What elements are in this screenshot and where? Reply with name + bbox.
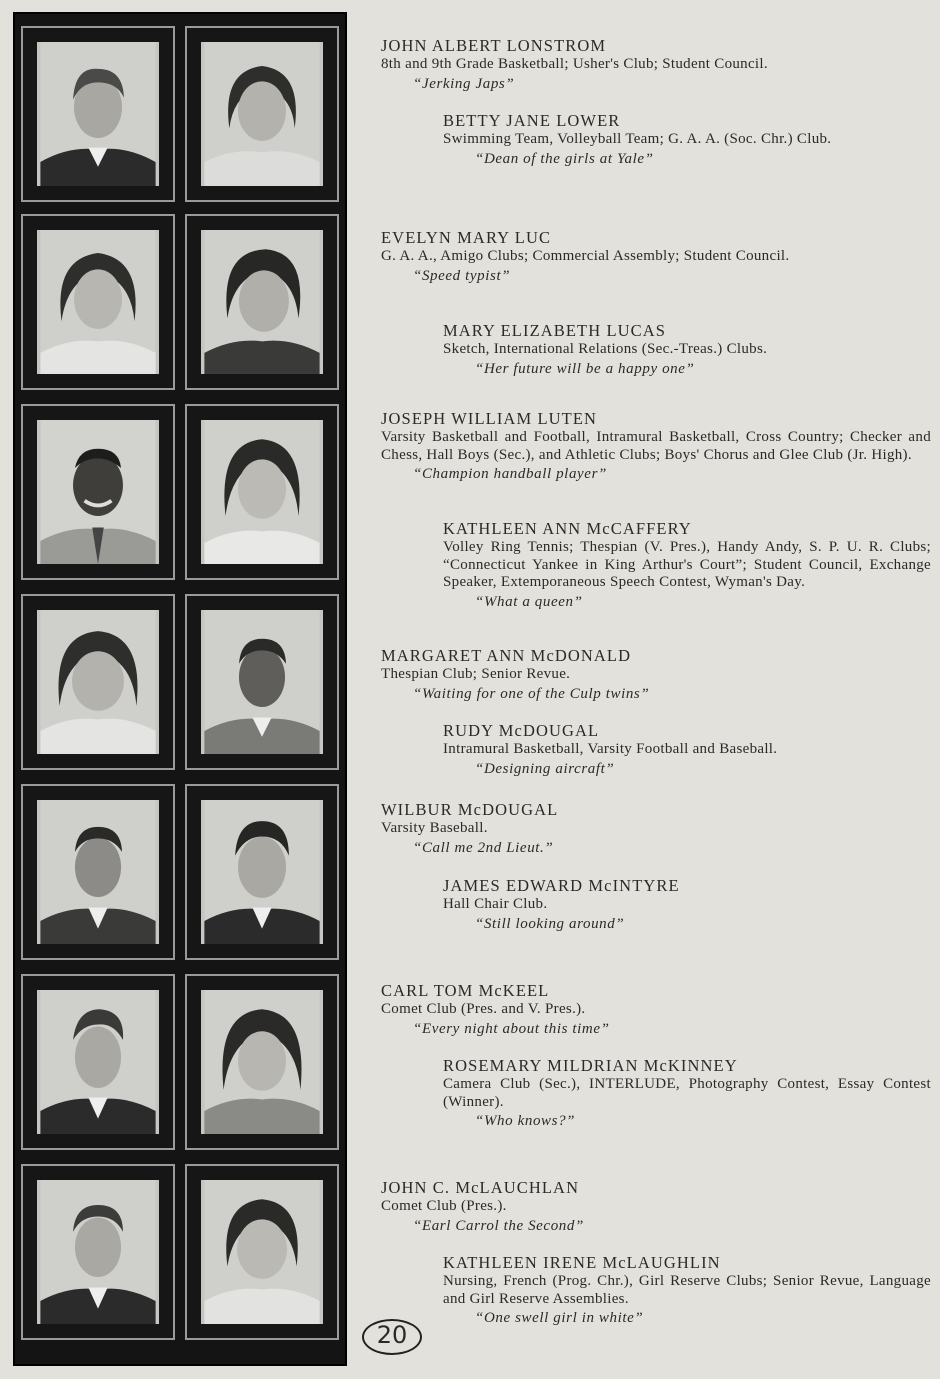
student-activities: Volley Ring Tennis; Thespian (V. Pres.), Handy Andy, S. P. U. R. Clubs; “Connecticut Yankee in King Arthur's Court”; Student Council, Exchange Speaker, Extemporaneous Speech Contest, Wyman's Day. bbox=[443, 539, 931, 590]
portrait-frame bbox=[185, 784, 339, 960]
student-name: ROSEMARY MILDRIAN McKINNEY bbox=[443, 1056, 738, 1075]
student-name: KATHLEEN ANN McCAFFERY bbox=[443, 519, 692, 538]
student-quote: “Waiting for one of the Culp twins” bbox=[413, 685, 650, 702]
student-name: CARL TOM McKEEL bbox=[381, 981, 550, 1000]
senior-entry bbox=[381, 409, 931, 484]
student-name: JOSEPH WILLIAM LUTEN bbox=[381, 409, 598, 428]
student-name: JOHN C. McLAUCHLAN bbox=[381, 1178, 580, 1197]
student-name: JAMES EDWARD McINTYRE bbox=[443, 876, 680, 895]
student-portrait-photo bbox=[37, 990, 159, 1134]
student-portrait-photo bbox=[37, 420, 159, 564]
student-activities: Camera Club (Sec.), INTERLUDE, Photography Contest, Essay Contest (Winner). bbox=[443, 1076, 931, 1110]
senior-entry bbox=[381, 228, 931, 286]
student-activities: Hall Chair Club. bbox=[443, 896, 548, 912]
student-quote: “Every night about this time” bbox=[413, 1020, 610, 1037]
student-portrait-photo bbox=[37, 230, 159, 374]
student-name: EVELYN MARY LUC bbox=[381, 228, 552, 247]
senior-entry bbox=[443, 321, 931, 379]
student-activities: Varsity Baseball. bbox=[381, 820, 488, 836]
student-activities: 8th and 9th Grade Basketball; Usher's Club; Student Council. bbox=[381, 56, 768, 72]
student-portrait-photo bbox=[201, 420, 323, 564]
student-quote: “Speed typist” bbox=[413, 267, 511, 284]
student-activities: Comet Club (Pres.). bbox=[381, 1198, 507, 1214]
portrait-row bbox=[21, 974, 339, 1150]
student-name: MARY ELIZABETH LUCAS bbox=[443, 321, 667, 340]
student-portrait-photo bbox=[37, 800, 159, 944]
senior-entry bbox=[381, 800, 931, 858]
student-activities: Thespian Club; Senior Revue. bbox=[381, 666, 571, 682]
portrait-frame bbox=[21, 784, 175, 960]
senior-entry bbox=[381, 981, 931, 1039]
student-activities: Swimming Team, Volleyball Team; G. A. A. (Soc. Chr.) Club. bbox=[443, 131, 832, 147]
student-name: BETTY JANE LOWER bbox=[443, 111, 621, 130]
student-quote: “Her future will be a happy one” bbox=[475, 360, 695, 377]
page-number-text: 20 bbox=[376, 1321, 408, 1349]
student-quote: “Who knows?” bbox=[475, 1113, 576, 1129]
student-portrait-photo bbox=[201, 610, 323, 754]
portrait-frame bbox=[21, 26, 175, 202]
portrait-frame bbox=[21, 214, 175, 390]
student-quote: “Champion handball player” bbox=[413, 466, 607, 482]
student-activities: Comet Club (Pres. and V. Pres.). bbox=[381, 1001, 586, 1017]
senior-entry bbox=[443, 1056, 931, 1131]
student-quote: “Jerking Japs” bbox=[413, 75, 515, 92]
student-activities: Intramural Basketball, Varsity Football and Baseball. bbox=[443, 741, 778, 757]
portrait-frame bbox=[21, 1164, 175, 1340]
student-quote: “Designing aircraft” bbox=[475, 760, 615, 777]
student-portrait-photo bbox=[37, 42, 159, 186]
page-number-circle bbox=[362, 1319, 422, 1355]
student-quote: “Still looking around” bbox=[475, 915, 625, 932]
student-quote: “Call me 2nd Lieut.” bbox=[413, 839, 554, 856]
senior-entry bbox=[381, 36, 931, 94]
portrait-frame bbox=[185, 214, 339, 390]
senior-entry bbox=[381, 646, 931, 704]
student-name: RUDY McDOUGAL bbox=[443, 721, 600, 740]
portrait-frame bbox=[185, 974, 339, 1150]
student-portrait-photo bbox=[37, 610, 159, 754]
student-activities: Varsity Basketball and Football, Intramural Basketball, Cross Country; Checker and Chess, Hall Boys (Sec.), and Athletic Clubs; Boys' Chorus and Glee Club (Jr. High). bbox=[381, 429, 931, 463]
student-quote: “Earl Carrol the Second” bbox=[413, 1217, 584, 1234]
student-name: WILBUR McDOUGAL bbox=[381, 800, 559, 819]
student-name: JOHN ALBERT LONSTROM bbox=[381, 36, 607, 55]
student-activities: G. A. A., Amigo Clubs; Commercial Assembly; Student Council. bbox=[381, 248, 790, 264]
student-portrait-photo bbox=[37, 1180, 159, 1324]
student-portrait-photo bbox=[201, 230, 323, 374]
portrait-frame bbox=[185, 26, 339, 202]
student-quote: “One swell girl in white” bbox=[475, 1310, 644, 1326]
portrait-row bbox=[21, 404, 339, 580]
student-activities: Nursing, French (Prog. Chr.), Girl Reserve Clubs; Senior Revue, Language and Girl Reserve Assemblies. bbox=[443, 1273, 931, 1307]
student-quote: “What a queen” bbox=[475, 593, 583, 610]
portrait-row bbox=[21, 594, 339, 770]
student-quote: “Dean of the girls at Yale” bbox=[475, 150, 654, 167]
portrait-frame bbox=[21, 594, 175, 770]
portrait-frame bbox=[185, 594, 339, 770]
student-portrait-photo bbox=[201, 1180, 323, 1324]
portrait-frame bbox=[185, 1164, 339, 1340]
portrait-row bbox=[21, 214, 339, 390]
portrait-row bbox=[21, 784, 339, 960]
portrait-row bbox=[21, 1164, 339, 1340]
senior-entry bbox=[443, 1253, 931, 1328]
portrait-frame bbox=[21, 974, 175, 1150]
portrait-frame bbox=[21, 404, 175, 580]
portrait-strip bbox=[13, 12, 347, 1366]
student-portrait-photo bbox=[201, 42, 323, 186]
student-portrait-photo bbox=[201, 990, 323, 1134]
student-name: MARGARET ANN McDONALD bbox=[381, 646, 632, 665]
student-name: KATHLEEN IRENE McLAUGHLIN bbox=[443, 1253, 721, 1272]
senior-entry bbox=[443, 519, 931, 612]
senior-entry bbox=[381, 1178, 931, 1236]
senior-entry bbox=[443, 721, 931, 779]
student-portrait-photo bbox=[201, 800, 323, 944]
page-number bbox=[360, 1316, 424, 1354]
portrait-frame bbox=[185, 404, 339, 580]
senior-entry bbox=[443, 876, 931, 934]
portrait-row bbox=[21, 26, 339, 202]
senior-entry bbox=[443, 111, 931, 169]
student-activities: Sketch, International Relations (Sec.-Treas.) Clubs. bbox=[443, 341, 768, 357]
